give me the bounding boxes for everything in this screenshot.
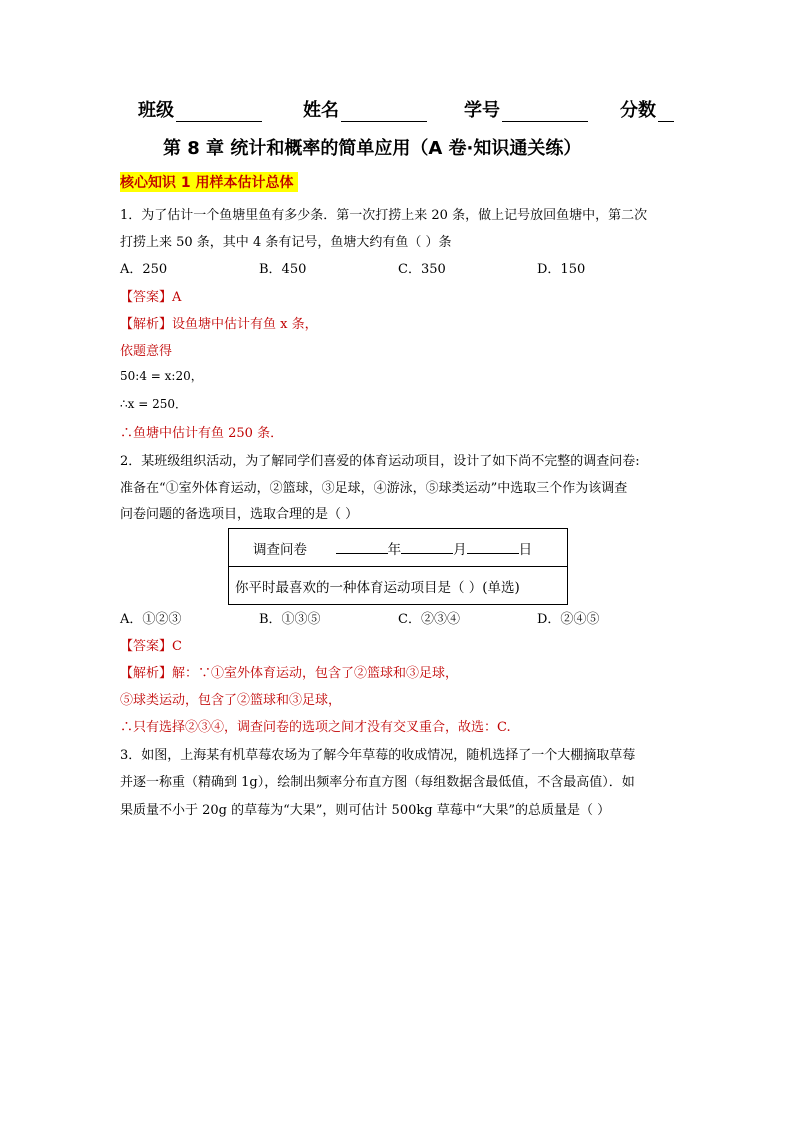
q3-line2: 并逐一称重（精确到 1g），绘制出频率分布直方图（每组数据含最低值，不含最高值）．如 xyxy=(120,775,635,790)
q1-option-d: D．150 xyxy=(537,262,586,277)
survey-header-cell xyxy=(229,529,568,567)
survey-row-question xyxy=(229,567,568,605)
q1-analysis-2: 依题意得 xyxy=(120,344,173,359)
survey-month-label: 月 xyxy=(453,541,467,558)
survey-month-blank[interactable] xyxy=(401,539,453,554)
q1-analysis-4: ∴x = 250． xyxy=(120,397,187,411)
q2-line3: 问卷问题的备选项目，选取合理的是（ ） xyxy=(120,507,359,522)
student-id-field xyxy=(464,96,588,122)
score-label: 分数 xyxy=(620,100,656,121)
survey-title: 调查问卷 xyxy=(253,541,307,558)
q2-analysis-1: 【解析】解：∵①室外体育运动，包含了②篮球和③足球， xyxy=(120,666,459,681)
q1-analysis-5: ∴鱼塘中估计有鱼 250 条． xyxy=(120,426,284,441)
survey-year-label: 年 xyxy=(387,541,402,558)
q1-option-c: C．350 xyxy=(398,262,446,277)
q2-option-a: A．①②③ xyxy=(120,612,182,627)
q1-answer: 【答案】A xyxy=(120,290,182,305)
survey-day-blank[interactable] xyxy=(467,539,519,554)
survey-row-header xyxy=(229,529,568,567)
q1-analysis-1: 【解析】设鱼塘中估计有鱼 x 条， xyxy=(120,317,318,332)
survey-table xyxy=(228,528,568,605)
page-title: 第 8 章 统计和概率的简单应用（A 卷·知识通关练） xyxy=(163,138,582,159)
score-blank[interactable] xyxy=(658,103,674,122)
survey-question-cell: 你平时最喜欢的一种体育运动项目是（ ）(单选) xyxy=(229,567,568,605)
name-blank[interactable] xyxy=(341,103,427,122)
q2-option-d: D．②④⑤ xyxy=(537,612,600,627)
class-blank[interactable] xyxy=(176,103,262,122)
q3-line3: 果质量不小于 20g 的草莓为“大果”，则可估计 500kg 草莓中“大果”的总质量是（ ） xyxy=(120,803,611,818)
q1-line2: 打捞上来 50 条，其中 4 条有记号，鱼塘大约有鱼（ ）条 xyxy=(120,235,452,250)
section-heading: 核心知识 1 用样本估计总体 xyxy=(120,172,298,192)
q2-analysis-2: ⑤球类运动，包含了②篮球和③足球， xyxy=(120,693,342,708)
student-id-label: 学号 xyxy=(464,100,500,121)
q1-line1: 1．为了估计一个鱼塘里鱼有多少条．第一次打捞上来 20 条，做上记号放回鱼塘中，第二次 xyxy=(120,208,648,223)
q1-analysis-3: 50:4 = x:20， xyxy=(120,369,203,383)
q2-line1: 2．某班级组织活动，为了解同学们喜爱的体育运动项目，设计了如下尚不完整的调查问卷: xyxy=(120,454,640,469)
class-label: 班级 xyxy=(138,100,174,121)
student-id-blank[interactable] xyxy=(502,103,588,122)
q2-option-b: B．①③⑤ xyxy=(259,612,321,627)
q1-option-b: B．450 xyxy=(259,262,307,277)
survey-day-label: 日 xyxy=(518,541,533,558)
q2-answer: 【答案】C xyxy=(120,639,182,654)
q1-option-a: A．250 xyxy=(120,262,168,277)
class-field xyxy=(138,96,262,122)
name-field xyxy=(303,96,427,122)
name-label: 姓名 xyxy=(303,100,339,121)
score-field xyxy=(620,96,674,122)
q2-analysis-3: ∴只有选择②③④，调查问卷的选项之间才没有交叉重合，故选：C. xyxy=(120,720,511,735)
q2-option-c: C．②③④ xyxy=(398,612,460,627)
q2-line2: 准备在“①室外体育运动，②篮球，③足球，④游泳，⑤球类运动”中选取三个作为该调查 xyxy=(120,481,628,496)
survey-year-blank[interactable] xyxy=(336,539,388,554)
q3-line1: 3．如图，上海某有机草莓农场为了解今年草莓的收成情况，随机选择了一个大棚摘取草莓 xyxy=(120,748,636,763)
